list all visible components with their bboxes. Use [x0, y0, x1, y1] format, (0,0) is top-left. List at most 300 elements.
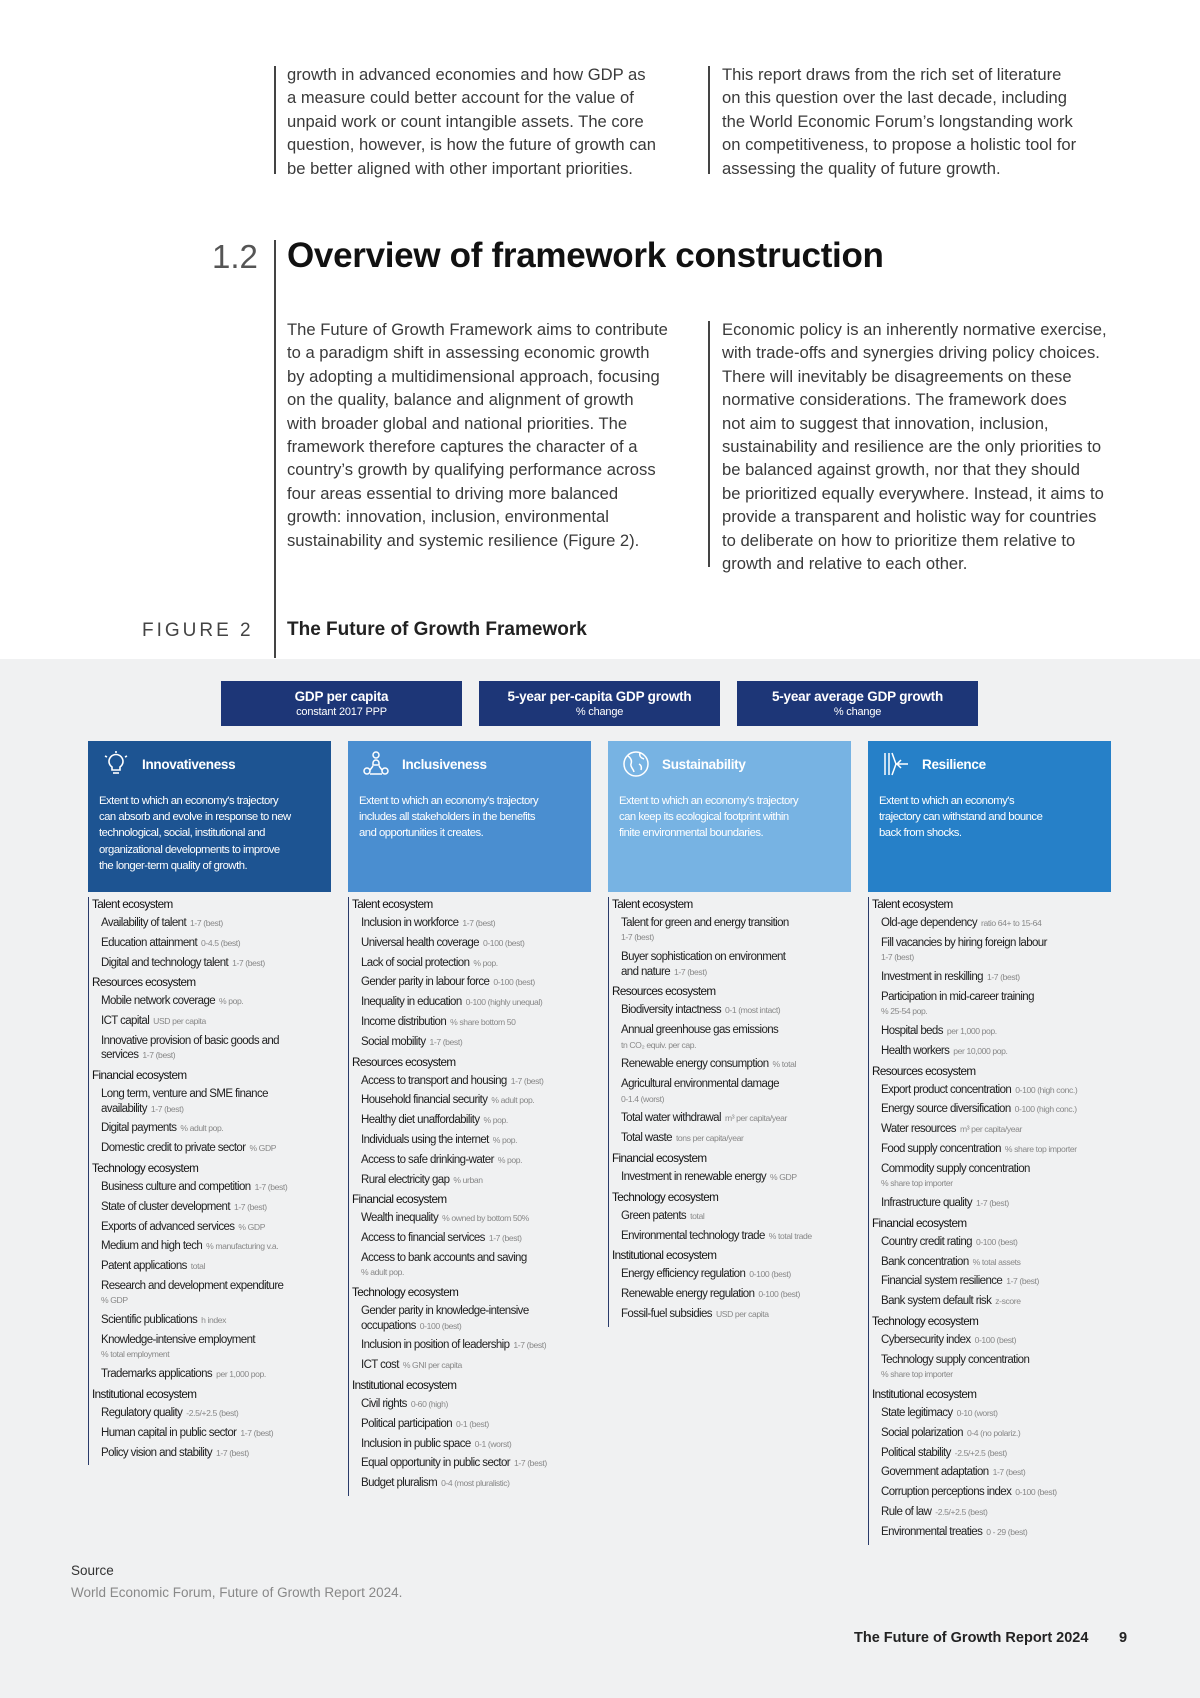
text-line: unpaid work or count intangible assets. The core: [287, 111, 644, 131]
pillar-description: [99, 793, 319, 874]
ecosystem-heading: Resources ecosystem: [352, 1055, 456, 1069]
indicator-unit: 0-1 (best): [456, 1418, 489, 1429]
gdp-box-subtitle: constant 2017 PPP: [296, 706, 387, 718]
indicator-unit: 0-4 (no polariz.): [966, 1427, 1021, 1438]
indicator-unit: per 10,000 pop.: [953, 1045, 1008, 1056]
indicator-unit: % manufacturing v.a.: [206, 1241, 279, 1252]
indicator-unit: % GDP: [249, 1143, 277, 1154]
indicator-item: [881, 1353, 1112, 1382]
indicator-item: [101, 994, 332, 1008]
text-line: the World Economic Forum’s longstanding work: [722, 111, 1073, 131]
indicator-name: Energy efficiency regulation: [621, 1268, 746, 1281]
indicator-name: Total waste: [621, 1132, 672, 1145]
text-line: sustainability and systemic resilience (Figure 2).: [287, 530, 640, 550]
indicator-item: [361, 1476, 592, 1490]
indicator-unit: ratio 64+ to 15-64: [980, 918, 1042, 928]
indicator-name: Country credit rating: [881, 1235, 972, 1248]
indicator-name: Policy vision and stability: [101, 1446, 212, 1459]
pillar-description-line: includes all stakeholders in the benefits: [359, 811, 536, 824]
indicator-name: Research and development expenditure: [101, 1279, 284, 1292]
indicator-item: [621, 1229, 852, 1243]
indicator-item: [621, 1170, 852, 1184]
indicator-item: [881, 1024, 1112, 1038]
indicator-item: [361, 1231, 592, 1245]
ecosystem-heading: Resources ecosystem: [872, 1064, 976, 1078]
indicator-name: Inclusion in position of leadership: [361, 1339, 510, 1352]
indicator-item: [881, 916, 1112, 930]
indicator-item: [621, 1131, 852, 1145]
indicator-name: Total water withdrawal: [621, 1112, 721, 1125]
indicator-unit: 0-100 (highly unequal): [465, 997, 543, 1008]
indicator-name: Access to safe drinking-water: [361, 1153, 494, 1166]
indicator-item: [621, 1023, 852, 1052]
ecosystem-heading: Technology ecosystem: [612, 1190, 719, 1204]
gdp-box-title: 5-year average GDP growth: [771, 689, 944, 704]
indicator-item: [361, 1338, 592, 1352]
indicator-unit: % GDP: [238, 1221, 266, 1232]
indicator-name: Energy source diversification: [881, 1103, 1011, 1116]
text-line: four areas essential to driving more balanced: [287, 483, 619, 503]
indicator-name: Education attainment: [101, 936, 198, 949]
indicator-item: [361, 1456, 592, 1470]
indicator-unit: 0-10 (worst): [956, 1407, 998, 1418]
indicator-name: State legitimacy: [881, 1406, 953, 1419]
indicator-name: Universal health coverage: [361, 936, 479, 949]
text-line: question, however, is how the future of growth can: [287, 135, 656, 155]
indicator-item: [621, 916, 852, 945]
indicator-item: [361, 1417, 592, 1431]
indicator-name: Healthy diet unaffordability: [361, 1114, 480, 1127]
text-line: growth in advanced economies and how GDP as: [287, 65, 646, 84]
indicator-item: [881, 1505, 1112, 1519]
intro-col2-rule: [708, 66, 710, 174]
indicator-name: Corruption perceptions index: [881, 1486, 1012, 1499]
indicator-name: Renewable energy consumption: [621, 1058, 769, 1071]
ecosystem-heading: Talent ecosystem: [872, 898, 953, 911]
indicator-unit: % pop.: [483, 1115, 508, 1126]
indicator-unit: tn CO₂ equiv. per cap.: [621, 1039, 697, 1050]
indicator-name: Participation in mid-career training: [881, 990, 1034, 1003]
indicator-item: [621, 1287, 852, 1301]
indicator-unit: % 25-54 pop.: [881, 1006, 928, 1017]
indicator-name: Equal opportunity in public sector: [361, 1457, 511, 1470]
pillar-name: Resilience: [922, 756, 986, 772]
indicator-item: [101, 1034, 332, 1063]
indicator-name: Infrastructure quality: [881, 1196, 972, 1209]
indicator-unit: % GNI per capita: [402, 1360, 462, 1371]
text-line: on competitiveness, to propose a holistic tool for: [722, 135, 1077, 155]
indicator-item: [101, 1333, 332, 1362]
text-line: not aim to suggest that innovation, inclusion,: [722, 413, 1049, 433]
indicator-item: [881, 1255, 1112, 1269]
indicator-unit: m³ per capita/year: [959, 1124, 1022, 1135]
indicator-item: [621, 1111, 852, 1125]
indicator-item: [361, 1358, 592, 1372]
indicator-unit: 0-100 (high conc.): [1015, 1084, 1078, 1095]
indicator-item: [101, 1200, 332, 1214]
indicator-unit: 1-7 (best): [190, 918, 223, 928]
indicator-item: [621, 1057, 852, 1071]
indicator-unit: 1-7 (best): [232, 957, 265, 968]
text-line: on the quality, balance and alignment of growth: [287, 390, 634, 410]
indicator-unit: m³ per capita/year: [724, 1113, 787, 1124]
indicator-name-cont: services: [101, 1049, 139, 1062]
indicator-item: [101, 1180, 332, 1194]
indicator-unit: 1-7 (best): [233, 1201, 267, 1212]
indicator-unit: % total assets: [972, 1256, 1021, 1267]
indicator-unit: 0-60 (high): [410, 1398, 449, 1409]
indicator-unit: 0-1.4 (worst): [621, 1093, 665, 1104]
average-growth-box: [737, 681, 978, 726]
indicator-unit: 0-100 (best): [975, 1236, 1018, 1247]
indicator-name: Income distribution: [361, 1015, 447, 1028]
section-rule: [274, 240, 276, 658]
indicator-name: Innovative provision of basic goods and: [101, 1034, 279, 1047]
indicator-name: Business culture and competition: [101, 1180, 251, 1193]
indicator-unit: 1-7 (best): [510, 1075, 544, 1086]
indicator-name: Talent for green and energy transition: [621, 917, 789, 929]
indicator-unit: % pop.: [219, 996, 244, 1007]
text-line: on this question over the last decade, including: [722, 88, 1068, 108]
gdp-box-title: GDP per capita: [294, 689, 389, 704]
gdp-per-capita-box: [221, 681, 462, 726]
indicator-item: [361, 1397, 592, 1411]
indicator-unit: 0-100 (best): [758, 1289, 800, 1300]
indicator-name: Access to financial services: [361, 1232, 485, 1245]
indicator-unit: % GDP: [101, 1295, 128, 1306]
gdp-box-subtitle: % change: [575, 706, 624, 718]
indicator-item: [881, 1235, 1112, 1249]
indicator-name: Access to bank accounts and saving: [361, 1251, 527, 1264]
indicator-name-cont: availability: [101, 1102, 147, 1115]
indicator-name: Wealth inequality: [361, 1212, 439, 1225]
gdp-box-subtitle: % change: [833, 706, 882, 718]
indicator-item: [881, 1406, 1112, 1420]
ecosystem-heading: Financial ecosystem: [352, 1193, 447, 1207]
indicator-item: [881, 990, 1112, 1019]
ecosystem-heading: Talent ecosystem: [612, 898, 693, 911]
indicator-unit: % owned by bottom 50%: [442, 1213, 529, 1224]
indicator-unit: total: [690, 1210, 705, 1221]
text-line: growth and relative to each other.: [722, 554, 968, 574]
text-line: The Future of Growth Framework aims to contribute: [287, 320, 668, 339]
indicator-item: [361, 1251, 592, 1280]
indicator-item: [881, 1426, 1112, 1440]
indicator-name: Regulatory quality: [101, 1406, 183, 1419]
pillar-sustainability: [608, 741, 851, 892]
indicator-unit: % urban: [453, 1174, 483, 1185]
lightbulb-icon: [102, 750, 130, 778]
indicator-item: [361, 1113, 592, 1127]
indicator-item: [881, 1294, 1112, 1308]
indicator-unit: 1-7 (best): [150, 1103, 184, 1114]
indicator-unit: 1-7 (best): [514, 1458, 547, 1469]
indicator-name: Domestic credit to private sector: [101, 1142, 246, 1155]
ecosystem-heading: Institutional ecosystem: [612, 1249, 717, 1263]
indicator-name: Budget pluralism: [361, 1477, 438, 1490]
text-line: by adopting a multidimensional approach, focusing: [287, 366, 660, 386]
indicator-unit: 0-4.5 (best): [201, 937, 241, 948]
pillar-description-line: Extent to which an economy's trajectory: [99, 795, 279, 807]
indicator-unit: 0-4 (most pluralistic): [441, 1478, 510, 1489]
pillar-description-line: and opportunities it creates.: [359, 827, 484, 840]
text-line: There will inevitably be disagreements on these: [722, 366, 1072, 386]
indicator-name-cont: occupations: [361, 1319, 416, 1332]
indicator-name: Inclusion in workforce: [361, 917, 459, 929]
indicator-name: Gender parity in labour force: [361, 976, 490, 989]
pillar-resilience: [868, 741, 1111, 892]
body-col2-rule: [708, 321, 710, 567]
indicator-name: Annual greenhouse gas emissions: [621, 1024, 779, 1037]
indicator-name: Food supply concentration: [881, 1142, 1001, 1155]
indicator-name: Household financial security: [361, 1094, 488, 1107]
indicator-item: [101, 1141, 332, 1155]
text-line: growth: innovation, inclusion, environmental: [287, 507, 609, 527]
indicator-name: Health workers: [881, 1044, 950, 1057]
ecosystem-heading: Financial ecosystem: [92, 1069, 187, 1083]
section-number: 1.2: [212, 238, 258, 275]
indicator-name: Scientific publications: [101, 1314, 198, 1327]
pillar-description-line: the longer-term quality of growth.: [99, 859, 248, 872]
indicator-unit: 0-100 (best): [419, 1320, 462, 1331]
indicators-resilience: [868, 897, 1112, 1545]
indicator-name: ICT cost: [361, 1359, 399, 1372]
indicator-name: Bank system default risk: [881, 1295, 992, 1308]
indicator-unit: 1-7 (best): [513, 1340, 547, 1351]
indicator-item: [361, 1304, 592, 1333]
indicator-name: Cybersecurity index: [881, 1333, 971, 1346]
indicator-name: Buyer sophistication on environment: [621, 951, 786, 964]
indicator-name: Green patents: [621, 1209, 687, 1222]
figure-label: FIGURE 2: [142, 620, 254, 641]
text-line: with broader global and national priorities. The: [287, 413, 628, 433]
indicator-unit: 1-7 (best): [488, 1233, 522, 1244]
indicator-unit: -2.5/+2.5 (best): [935, 1506, 988, 1517]
section-title: Overview of framework construction: [287, 236, 884, 275]
indicator-name: Government adaptation: [881, 1466, 989, 1479]
ecosystem-heading: Financial ecosystem: [872, 1216, 967, 1230]
indicator-item: [101, 1014, 332, 1028]
text-line: assessing the quality of future growth.: [722, 158, 1001, 178]
indicator-unit: 1-7 (best): [462, 918, 496, 928]
indicator-name: Fill vacancies by hiring foreign labour: [881, 936, 1047, 949]
indicator-unit: 1-7 (best): [986, 972, 1020, 982]
indicator-unit: 0-100 (best): [974, 1334, 1017, 1345]
ecosystem-heading: Financial ecosystem: [612, 1152, 707, 1165]
indicator-unit: total: [190, 1261, 206, 1272]
indicator-name: Inclusion in public space: [361, 1437, 471, 1450]
pillar-name: Innovativeness: [142, 756, 236, 772]
indicator-name: Old-age dependency: [881, 917, 977, 929]
indicator-name: Mobile network coverage: [101, 995, 216, 1008]
indicator-unit: % adult pop.: [491, 1095, 535, 1106]
indicator-name: Fossil-fuel subsidies: [621, 1307, 712, 1320]
indicator-item: [621, 950, 852, 979]
indicator-unit: z-score: [995, 1296, 1021, 1307]
indicators-sustainability: [608, 897, 852, 1327]
indicator-name: Human capital in public sector: [101, 1426, 237, 1439]
indicator-name: Rule of law: [881, 1505, 932, 1518]
indicators-inclusiveness: [348, 897, 592, 1496]
indicator-item: [361, 1173, 592, 1187]
indicator-name: Hospital beds: [881, 1025, 943, 1037]
indicator-unit: USD per capita: [153, 1016, 206, 1027]
indicator-unit: % share top importer: [1004, 1143, 1077, 1154]
pillar-description-line: Extent to which an economy's trajectory: [619, 795, 799, 807]
body-paragraph-left: [287, 318, 707, 552]
indicator-item: [101, 1367, 332, 1381]
indicator-item: [361, 1437, 592, 1451]
ecosystem-heading: Technology ecosystem: [92, 1161, 199, 1175]
globe-icon: [622, 750, 650, 778]
indicator-name: State of cluster development: [101, 1200, 230, 1213]
indicator-name: Environmental treaties: [881, 1525, 983, 1538]
indicator-item: [621, 1077, 852, 1106]
text-line: be balanced against growth, nor that they should: [722, 460, 1080, 480]
ecosystem-heading: Talent ecosystem: [352, 898, 433, 911]
pillar-description-line: Extent to which an economy's trajectory: [359, 795, 539, 807]
indicator-unit: % total: [772, 1059, 796, 1070]
pillar-inclusiveness: [348, 741, 591, 892]
indicator-unit: 0-100 (best): [482, 937, 525, 948]
indicator-name: Environmental technology trade: [621, 1229, 765, 1242]
indicator-unit: 1-7 (best): [240, 1427, 274, 1438]
indicator-item: [881, 1525, 1112, 1539]
indicator-item: [101, 1279, 332, 1308]
indicator-name: Agricultural environmental damage: [621, 1078, 779, 1091]
text-line: This report draws from the rich set of literature: [722, 65, 1062, 84]
indicator-item: [101, 916, 332, 930]
indicator-unit: 1-7 (best): [621, 932, 654, 943]
indicators-innovativeness: [88, 897, 332, 1465]
intro-col1-rule: [274, 66, 276, 174]
per-capita-growth-box: [479, 681, 720, 726]
rebound-arrow-icon: [882, 750, 910, 778]
indicator-item: [881, 936, 1112, 965]
indicator-unit: 1-7 (best): [992, 1467, 1026, 1478]
indicator-unit: % share bottom 50: [450, 1016, 516, 1027]
ecosystem-heading: Institutional ecosystem: [92, 1387, 197, 1401]
indicator-name: Social mobility: [361, 1035, 426, 1048]
framework-figure: [0, 659, 1200, 1698]
indicator-unit: USD per capita: [715, 1308, 769, 1319]
indicator-unit: % adult pop.: [361, 1267, 404, 1278]
indicator-item: [101, 1426, 332, 1440]
pillar-innovativeness: [88, 741, 331, 892]
pillar-description-line: trajectory can withstand and bounce: [879, 811, 1043, 824]
indicator-unit: per 1,000 pop.: [946, 1026, 997, 1036]
indicator-item: [881, 1274, 1112, 1288]
indicator-name: Knowledge-intensive employment: [101, 1333, 255, 1346]
text-line: be better aligned with other important priorities.: [287, 158, 633, 178]
ecosystem-heading: Institutional ecosystem: [872, 1387, 977, 1401]
indicator-name: Inequality in education: [361, 996, 462, 1009]
indicator-item: [361, 1211, 592, 1225]
indicator-name: Bank concentration: [881, 1255, 969, 1268]
indicator-unit: 0 - 29 (best): [986, 1526, 1028, 1537]
indicator-unit: -2.5/+2.5 (best): [954, 1447, 1007, 1458]
ecosystem-heading: Resources ecosystem: [612, 985, 716, 999]
indicator-item: [101, 1087, 332, 1116]
indicator-name: Financial system resilience: [881, 1275, 1003, 1288]
indicator-unit: 1-7 (best): [254, 1181, 288, 1192]
text-line: country’s growth by qualifying performance across: [287, 460, 656, 480]
indicator-unit: 0-100 (best): [493, 977, 535, 988]
indicator-item: [881, 1044, 1112, 1058]
gdp-box-title: 5-year per-capita GDP growth: [507, 689, 692, 704]
indicator-unit: 0-100 (best): [749, 1269, 791, 1280]
pillar-description: [619, 793, 839, 842]
indicator-name: Patent applications: [101, 1260, 187, 1273]
indicator-unit: 0-100 (best): [1015, 1487, 1057, 1498]
indicator-item: [361, 1015, 592, 1029]
indicator-unit: tons per capita/year: [675, 1133, 744, 1144]
indicator-item: [101, 1239, 332, 1253]
indicator-item: [101, 1220, 332, 1234]
indicator-unit: 1-7 (best): [216, 1447, 249, 1458]
indicator-unit: % adult pop.: [180, 1123, 224, 1134]
indicator-name: Gender parity in knowledge-intensive: [361, 1305, 529, 1318]
text-line: sustainability and resilience are the only priorities to: [722, 437, 1102, 457]
indicator-item: [101, 956, 332, 970]
indicator-unit: % share top importer: [881, 1178, 953, 1189]
indicator-unit: % GDP: [770, 1172, 797, 1182]
body-paragraph-right: [722, 318, 1162, 575]
text-line: a measure could better account for the value of: [287, 88, 634, 108]
indicator-unit: 0-100 (high conc.): [1014, 1104, 1077, 1115]
indicator-name: Long term, venture and SME finance: [101, 1088, 268, 1101]
text-line: to deliberate on how to prioritize them relative to: [722, 530, 1076, 550]
pillar-description-line: can keep its ecological footprint within: [619, 811, 789, 824]
pillar-description-line: can absorb and evolve in response to new: [99, 811, 291, 824]
indicator-unit: % total employment: [101, 1349, 170, 1360]
indicator-name: Investment in reskilling: [881, 971, 983, 983]
page-number: 9: [1119, 1630, 1128, 1646]
indicator-item: [361, 995, 592, 1009]
indicator-name: ICT capital: [101, 1015, 150, 1028]
indicator-name: Civil rights: [361, 1397, 407, 1410]
indicator-name: Digital payments: [101, 1122, 177, 1135]
indicator-item: [361, 916, 592, 930]
indicator-unit: % pop.: [497, 1154, 523, 1165]
indicator-name: Political stability: [881, 1446, 951, 1459]
pillar-description: [879, 793, 1099, 842]
pillar-description-line: back from shocks.: [879, 827, 962, 840]
figure-title: The Future of Growth Framework: [287, 619, 587, 640]
pillar-description: [359, 793, 579, 842]
indicator-item: [361, 1133, 592, 1147]
indicator-name: Technology supply concentration: [881, 1353, 1030, 1366]
indicator-name: Rural electricity gap: [361, 1173, 450, 1186]
indicator-unit: % share top importer: [881, 1369, 953, 1380]
indicator-name: Access to transport and housing: [361, 1074, 507, 1087]
indicator-unit: 1-7 (best): [142, 1050, 176, 1061]
indicator-item: [881, 1162, 1112, 1191]
indicator-unit: % total trade: [768, 1230, 812, 1241]
indicator-unit: 1-7 (best): [881, 952, 914, 963]
text-line: be prioritized equally everywhere. Instead, it aims to: [722, 483, 1104, 503]
indicator-unit: 1-7 (best): [1006, 1276, 1039, 1287]
indicator-item: [881, 1102, 1112, 1116]
indicator-name: Digital and technology talent: [101, 956, 229, 969]
intro-paragraph-right: [722, 63, 1142, 180]
indicator-item: [881, 1196, 1112, 1210]
indicator-name: Individuals using the internet: [361, 1133, 489, 1146]
indicator-unit: 1-7 (best): [674, 966, 707, 977]
pillar-description-line: finite environmental boundaries.: [619, 827, 764, 840]
indicator-item: [361, 1074, 592, 1088]
indicator-item: [101, 1313, 332, 1327]
